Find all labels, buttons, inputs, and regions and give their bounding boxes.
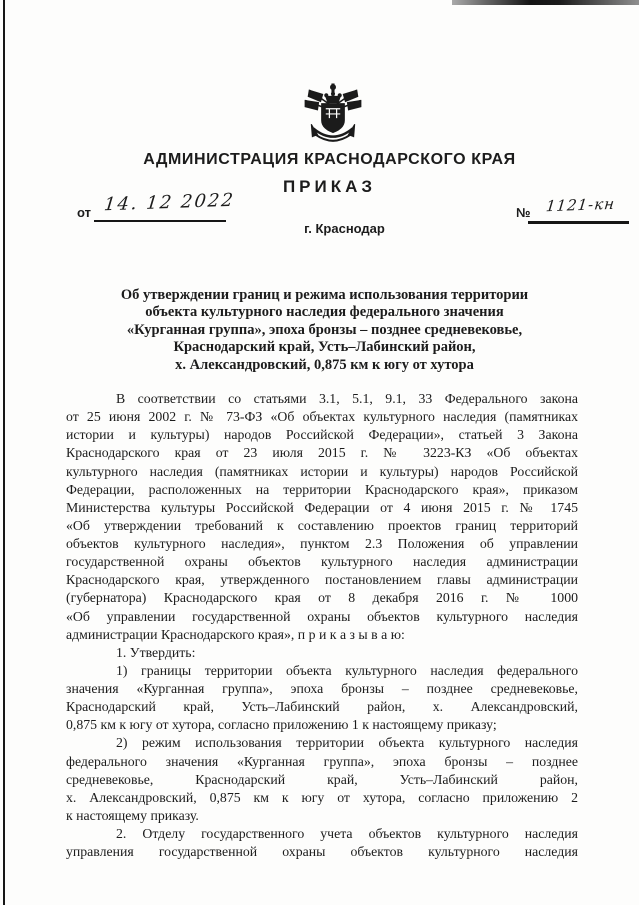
text-line: 2) режим использования территории объекта культурного наследия (116, 735, 578, 751)
body-paragraph (66, 734, 578, 825)
title-line: Краснодарский край, Усть–Лабинский район, (173, 339, 476, 356)
title-line: Об утверждении границ и режима использования территории (120, 287, 529, 303)
document-title (20, 287, 629, 374)
body-paragraph (66, 662, 578, 735)
scan-artifact-left-line (3, 0, 5, 905)
text-line: 0,875 км к югу от хутора, согласно приложению 1 к настоящему приказу; (66, 717, 497, 733)
handwritten-date-value: 14. 12 2022 (102, 189, 236, 216)
text-line: х. Александровский, 0,875 км к югу от хутора, согласно приложению 2 (66, 789, 578, 805)
text-line: средневековье, Краснодарский край, Усть–Лабинский район, (66, 771, 578, 787)
text-line: объектов культурного наследия», пунктом 2.3 Положения об управлении (66, 536, 578, 551)
text-line: федерального значения «Курганная группа», эпоха бронзы – позднее (66, 753, 578, 769)
body-paragraph (66, 825, 578, 861)
document-body (66, 390, 578, 861)
text-line: «Об управлении государственной охраны объектов культурного наследия (66, 608, 578, 624)
text-line: значения «Курганная группа», эпоха бронзы – позднее средневековье, (66, 681, 578, 696)
text-line: Федерации, расположенных на территории Краснодарского края», приказом (66, 481, 578, 497)
text-line: истории и культуры) народов Российской Федерации», статьей 3 Закона (66, 427, 578, 443)
text-line: управления государственной охраны объектов культурного наследия (66, 844, 578, 860)
text-line: от 25 июня 2002 г. № 73-ФЗ «Об объектах культурного наследия (памятниках (66, 409, 578, 425)
document-type-heading: ПРИКАЗ (282, 177, 377, 196)
text-line: Краснодарского края, утвержденного постановлением главы администрации (66, 572, 578, 588)
title-line: х. Александровский, 0,875 км к югу от хутора (175, 356, 474, 373)
text-line: государственной охраны объектов культурного наследия администрации (66, 554, 578, 570)
coat-of-arms-icon (301, 83, 365, 154)
city-name: г. Краснодар (304, 221, 385, 236)
scan-artifact-top-smudge (452, 0, 639, 5)
body-paragraph (66, 390, 578, 644)
text-line: администрации Краснодарского края», п р и к а з ы в а ю: (66, 626, 405, 642)
number-label: № (516, 205, 531, 220)
text-line: 1) границы территории объекта культурного наследия федерального (116, 662, 578, 678)
text-line: «Об утверждении требований к составлению проектов границ территорий (66, 517, 578, 533)
text-line: (губернатора) Краснодарского края от 8 декабря 2016 г. № 1000 (66, 590, 578, 606)
text-line: Министерства культуры Российской Федерации от 4 июня 2015 г. № 1745 (66, 499, 578, 515)
body-paragraph (66, 644, 578, 662)
text-line: культурного наследия (памятниках истории и культуры) народов Российской (66, 463, 578, 479)
text-line: В соответствии со статьями 3.1, 5.1, 9.1, 33 Федерального закона (116, 391, 578, 406)
title-line: объекта культурного наследия федерального значения (145, 304, 504, 321)
organization-name: АДМИНИСТРАЦИЯ КРАСНОДАРСКОГО КРАЯ (143, 151, 516, 168)
date-label: от (77, 205, 91, 220)
title-line: «Курганная группа», эпоха бронзы – позднее средневековье, (126, 321, 523, 338)
text-line: 1. Утвердить: (116, 644, 196, 660)
text-line: Краснодарского края от 23 июля 2015 г. № 3223-КЗ «Об объектах (66, 445, 578, 461)
text-line: Краснодарский край, Усть–Лабинский район, х. Александровский, (66, 699, 578, 715)
text-line: к настоящему приказу. (66, 807, 199, 823)
text-line: 2. Отделу государственного учета объектов культурного наследия (116, 826, 578, 841)
handwritten-number-value: 1121-кн (545, 194, 617, 216)
